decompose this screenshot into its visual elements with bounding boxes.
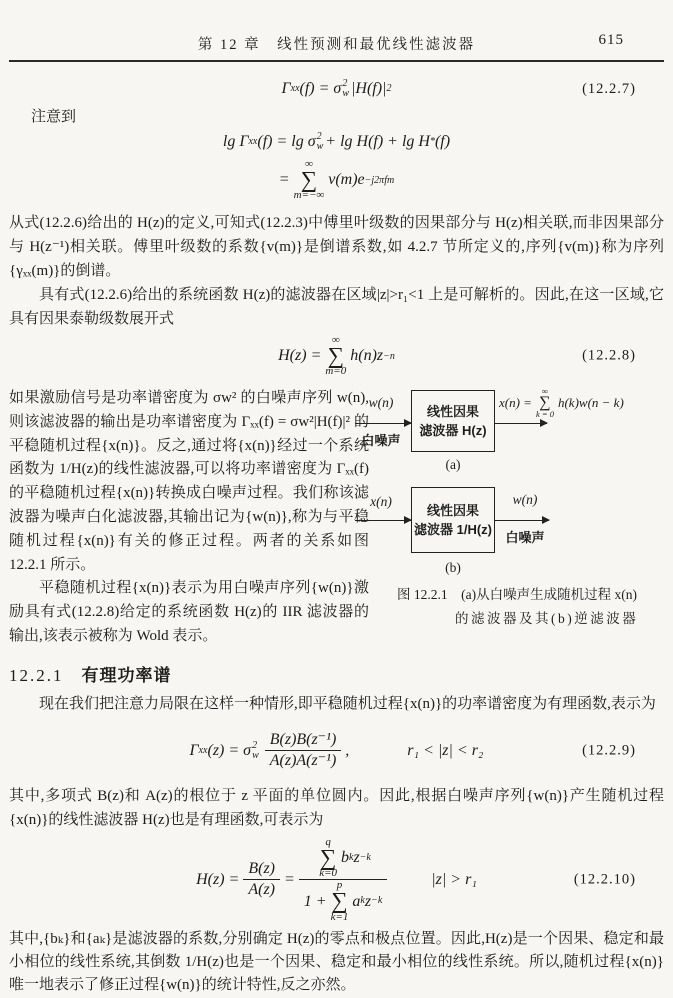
- paragraph-rational-intro: 现在我们把注意力局限在这样一种情形,即平稳随机过程{x(n)}的功率谱密度为有理函数,表示为: [39, 695, 656, 712]
- eq727-lhs: Γ: [281, 80, 291, 97]
- eq727-rhs-sup: 2: [386, 83, 392, 94]
- output-label-wn-b: w(n): [512, 492, 538, 507]
- chapter-title: 第 12 章 线性预测和最优线性滤波器: [197, 37, 476, 53]
- filter-box-a: 线性因果 滤波器 H(z): [411, 390, 495, 452]
- summation: p ∑ k=1: [330, 879, 349, 923]
- section-number: 12.2.1: [9, 665, 64, 685]
- paragraph-final: 其中,{bₖ}和{aₖ}是滤波器的系数,分别确定 H(z)的零点和极点位置。因此,H(z)是一个因果、稳定和最小相位的线性系统,其倒数 1/H(z)也是一个因果、稳定和最小相位的线性系统。所以,随机过程{x(n)}唯一地表示了修正过程{w(n)}的统计特性,反之亦然。: [9, 930, 664, 993]
- sigma-glyph: ∑: [300, 166, 318, 192]
- eq727-rhs: |H(f)|: [351, 80, 387, 97]
- input-arrow-a: [355, 423, 411, 424]
- input-arrow-b: [355, 520, 411, 521]
- note-label: 注意到: [31, 109, 77, 125]
- sigma-glyph: ∑: [331, 888, 348, 914]
- input-label-wn-a: w(n): [368, 395, 394, 410]
- page-number: 615: [598, 32, 624, 48]
- output-label-noise-b: 白噪声: [505, 530, 545, 545]
- equation-lg-line1: lg Γ xx (f) = lg σ 2 w + lg H(f) + lg H * (f): [9, 129, 664, 155]
- equation-tag: (12.2.10): [573, 871, 636, 888]
- equation-12-2-7: [9, 76, 664, 102]
- paragraph-cepstrum: 从式(12.2.6)给出的 H(z)的定义,可知式(12.2.3)中傅里叶级数的因果部分与 H(z)相关联,而非因果部分与 H(z⁻¹)相关联。傅里叶级数的系数{v(m)}是倒谱系数,如 4.2.7 节所定义的,序列{v(m)}称为序列{γₓₓ(m)}的倒谱。: [9, 215, 664, 279]
- fraction: $\frac{B(z)}{A(z)}$: [243, 859, 280, 900]
- eq727-mid: (f) = σ: [299, 80, 342, 97]
- left-text-column: [9, 387, 369, 649]
- sigma-glyph: ∑: [319, 844, 337, 870]
- input-label-xn-b: x(n): [370, 494, 392, 509]
- paragraph-polynomial: 其中,多项式 B(z)和 A(z)的根位于 z 平面的单位圆内。因此,根据白噪声序列{w(n)}产生随机过程{x(n)}的线性滤波器 H(z)也是有理函数,可表示为: [9, 787, 664, 828]
- sigma-supsub: 2 w: [316, 131, 324, 152]
- fraction: $\frac{\text{B(z)B(z⁻¹)}}{\text{A(z)A(z⁻¹)}}$: [265, 730, 342, 771]
- equation-12-2-8: H(z) = ∞ ∑ m=0 h(n)z −n (12.2.8): [278, 333, 636, 378]
- equation-12-2-10: H(z) = $\frac{B(z)}{A(z)}$ = q ∑ k=0 b k z −k 1 + p ∑ k=1 a k z −k |z| > r₁ (12.2.10): [196, 835, 636, 923]
- section-title: 有理功率谱: [81, 665, 172, 685]
- equation-tag: (12.2.7): [582, 81, 636, 97]
- paragraph-taylor: 具有式(12.2.6)给出的系统函数 H(z)的滤波器在区域|z|>r₁<1 上是可解析的。因此,在这一区域,它具有因果泰勒级数展开式: [9, 287, 664, 327]
- figure-caption-label: 图 12.2.1: [397, 587, 448, 602]
- eq727-lhs-sub: xx: [290, 83, 300, 94]
- section-heading: [9, 661, 664, 686]
- figure-caption-line1: (a)从白噪声生成随机过程 x(n): [447, 587, 637, 602]
- equation-lg-line2: = ∞ ∑ m=−∞ v(m)e −j2πfm: [278, 157, 395, 202]
- sigma-glyph: ∑: [539, 393, 551, 411]
- summation: ∞ ∑ m=−∞: [293, 157, 325, 202]
- paragraph-excitation: 如果激励信号是功率谱密度为 σw² 的白噪声序列 w(n),则该滤波器的输出是功率谱密度为 Γₓₓ(f) = σw²|H(f)|² 的平稳随机过程{x(n)}。反之,通过将{x(n)}经过一个系统函数为 1/H(z)的线性滤波器,可以将功率谱密度为 Γₓₓ(f)的平稳随机过程{x(n)}转换成白噪声过程。我们称该滤波器为噪声白化滤波器,其输出记为{w(n)},称为与平稳随机过程{x(n)}有关的修正过程。两者的关系如图 12.2.1 所示。: [9, 390, 369, 573]
- output-arrow-b: [495, 520, 549, 521]
- eq729-condition: r₁ < |z| < r₂: [407, 741, 484, 759]
- output-arrow-a: [495, 423, 547, 424]
- sigma-supsub: 2 w: [252, 739, 259, 761]
- filter-box-b: 线性因果 滤波器 1/H(z): [411, 487, 495, 553]
- figure-caption-line2: 的滤波器及其(b)逆滤波器: [455, 611, 639, 626]
- sigma-glyph: ∑: [327, 342, 344, 368]
- sigma-supsub: 2 w: [342, 78, 349, 99]
- figure-caption: [397, 583, 661, 631]
- header-rule: [9, 60, 664, 62]
- output-formula-a: x(n) = ∞ ∑ k = 0 h(k)w(n − k): [499, 386, 624, 419]
- page-header: [9, 0, 664, 54]
- summation: ∞ ∑ m=0: [325, 333, 347, 378]
- equation-tag: (12.2.8): [582, 347, 636, 364]
- summation: ∞ ∑ k = 0: [535, 386, 554, 419]
- paragraph-wold: 平稳随机过程{x(n)}表示为用白噪声序列{w(n)}激励具有式(12.2.8)给定的系统函数 H(z)的 IIR 滤波器的输出,该表示被称为 Wold 表示。: [9, 580, 369, 644]
- eqlg-lhs: lg Γ: [222, 133, 249, 150]
- eq7210-condition: |z| > r₁: [431, 870, 477, 888]
- summation: q ∑ k=0: [319, 835, 337, 880]
- input-label-noise-a: 白噪声: [361, 433, 401, 448]
- equation-tag: (12.2.9): [582, 742, 636, 759]
- diagram-sublabel-a: (a): [445, 457, 461, 472]
- diagram-sublabel-b: (b): [445, 560, 461, 575]
- equation-12-2-9: Γ xx (z) = σ 2 w $\frac{\text{B(z)B(z⁻¹)}}{\text{A(z)A(z⁻¹)}}$ , r₁ < |z| < r₂ (12.2.9): [189, 731, 636, 770]
- two-column-section: [9, 387, 664, 649]
- figure-12-2-1: [361, 386, 664, 649]
- big-fraction: q ∑ k=0 b k z −k 1 + p ∑ k=1 a k z −k: [299, 837, 387, 923]
